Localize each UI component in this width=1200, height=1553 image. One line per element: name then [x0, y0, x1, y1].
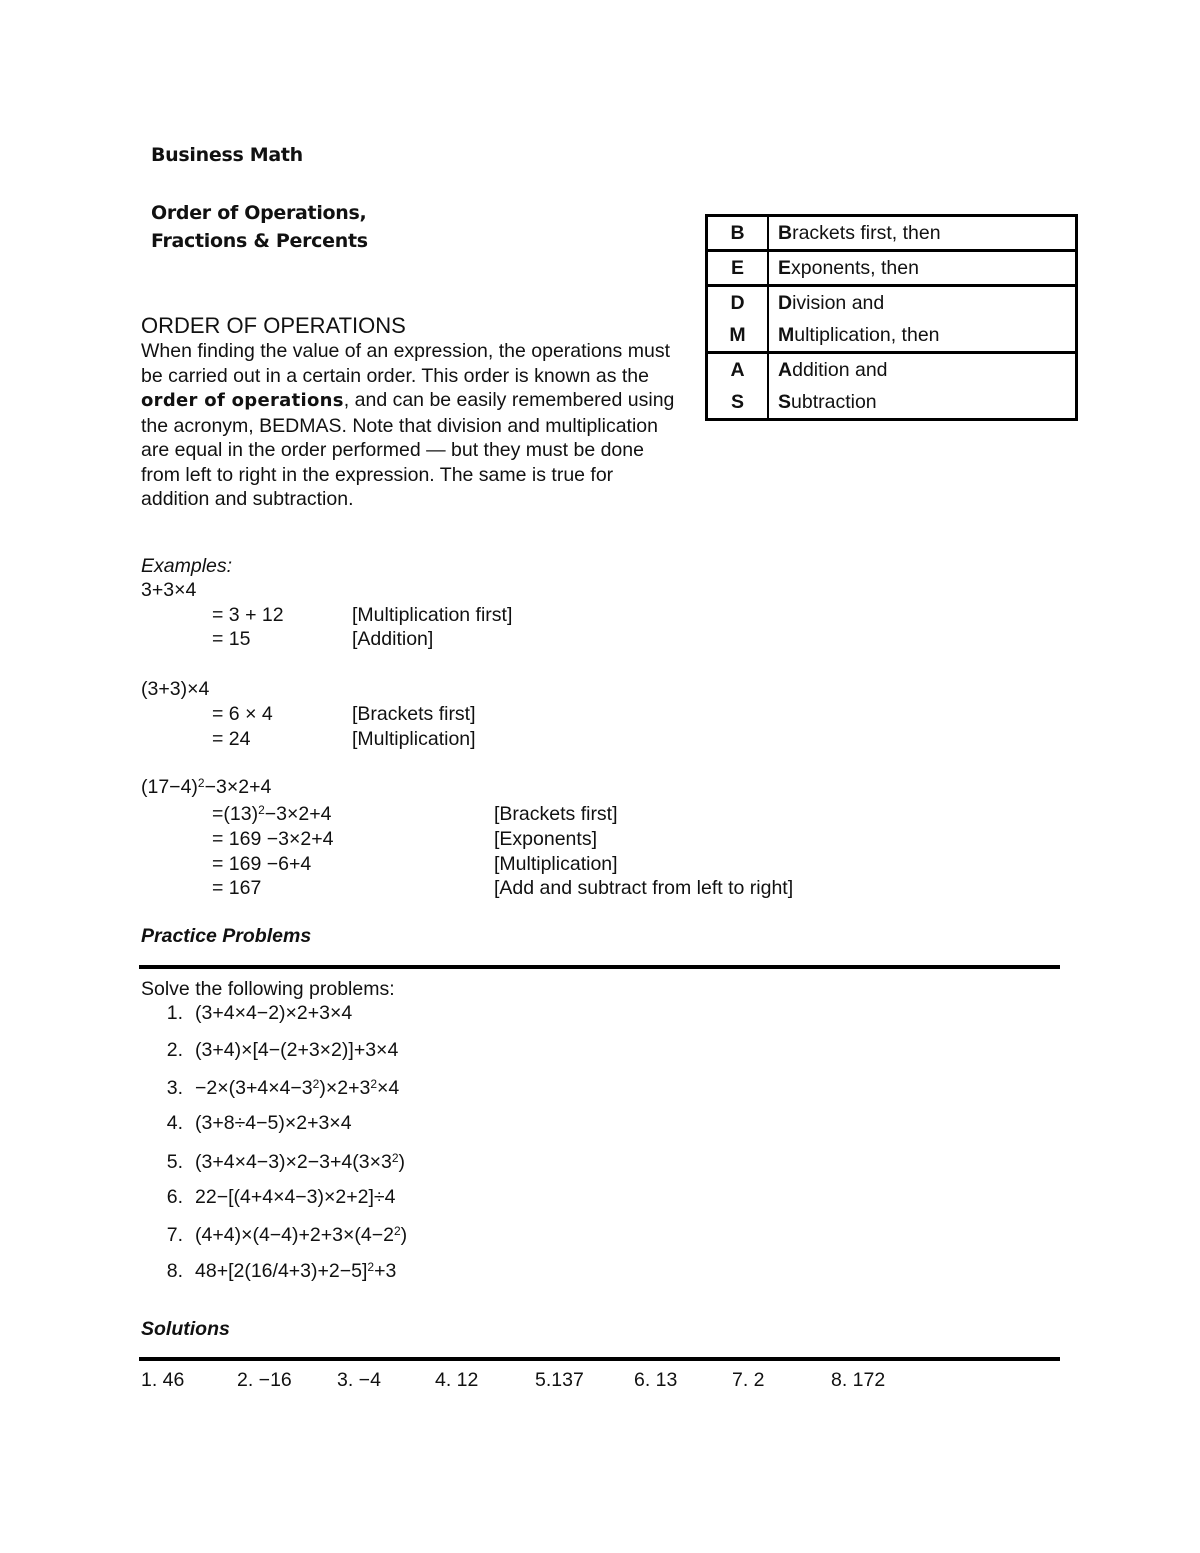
solution-item: 6. 13	[634, 1369, 678, 1391]
bedmas-letter: B	[707, 216, 769, 251]
bedmas-desc	[768, 286, 1077, 320]
bedmas-desc-rest: ddition and	[792, 358, 888, 381]
bedmas-row	[707, 286, 1077, 320]
divider-rule	[139, 1357, 1060, 1361]
problem-number: 4.	[166, 1112, 183, 1134]
bedmas-initial: E	[778, 256, 792, 279]
bedmas-row	[707, 319, 1077, 353]
expr-part: −3×2+4	[264, 803, 332, 825]
bedmas-row	[707, 251, 1077, 286]
expr-part: −2×(3+4×4−3	[195, 1077, 313, 1099]
practice-intro: Solve the following problems:	[141, 978, 395, 1000]
bedmas-letter: A	[707, 353, 769, 387]
bedmas-desc	[768, 386, 1077, 420]
exponent: 2	[367, 1260, 375, 1274]
example-2-expression: (3+3)×4	[141, 678, 210, 700]
expr-part: ×4	[377, 1077, 400, 1099]
example-3-step-note: [Brackets first]	[494, 803, 618, 825]
bedmas-initial: B	[778, 221, 793, 244]
example-1-step-eq: = 3 + 12	[212, 604, 284, 626]
problem-expression: (3+8÷4−5)×2+3×4	[195, 1112, 352, 1134]
exponent: 2	[197, 776, 205, 790]
example-3-step-eq: = 169 −6+4	[212, 853, 312, 875]
solution-item: 8. 172	[831, 1369, 886, 1391]
example-1-step-note: [Addition]	[352, 628, 434, 650]
problem-number: 6.	[166, 1186, 183, 1208]
bedmas-desc	[768, 251, 1077, 286]
solutions-title: Solutions	[141, 1318, 230, 1340]
exponent: 2	[391, 1151, 399, 1165]
example-2-step-note: [Multiplication]	[352, 728, 476, 750]
example-3-step-eq: = 167	[212, 877, 262, 899]
exponent: 2	[393, 1224, 401, 1238]
solution-item: 3. −4	[337, 1369, 381, 1391]
example-2-step-eq: = 24	[212, 728, 251, 750]
solution-item: 5.137	[535, 1369, 584, 1391]
bedmas-initial: M	[778, 323, 795, 346]
bedmas-letter: M	[707, 319, 769, 353]
exponent: 2	[312, 1077, 320, 1091]
practice-problem	[153, 1223, 407, 1247]
order-paragraph-bold: order of operations	[141, 390, 344, 411]
expr-part: (3+4×4−3)×2−3+4(3×3	[195, 1151, 392, 1173]
problem-expression: 22−[(4+4×4−3)×2+2]÷4	[195, 1186, 396, 1208]
practice-problem	[153, 1259, 396, 1283]
bedmas-initial: D	[778, 291, 793, 314]
expr-part: −3×2+4	[204, 776, 272, 798]
examples-label: Examples:	[141, 555, 233, 577]
example-2-step-eq: = 6 × 4	[212, 703, 273, 725]
expr-part: +3	[374, 1260, 397, 1282]
example-1-step-note: [Multiplication first]	[352, 604, 513, 626]
bedmas-desc	[768, 319, 1077, 353]
bedmas-table	[705, 214, 1078, 421]
problem-expression: (3+4)×[4−(2+3×2)]+3×4	[195, 1039, 399, 1061]
expr-part: )	[398, 1151, 405, 1173]
problem-number: 5.	[166, 1151, 183, 1173]
expr-part: )×2+3	[319, 1077, 371, 1099]
topic-line-1: Order of Operations,	[151, 202, 367, 224]
practice-problem	[153, 1185, 395, 1209]
practice-problem	[153, 1001, 352, 1025]
section-title-order: ORDER OF OPERATIONS	[141, 313, 406, 338]
practice-problem	[153, 1076, 399, 1100]
bedmas-letter: S	[707, 386, 769, 420]
bedmas-desc-rest: ivision and	[792, 291, 885, 314]
bedmas-desc	[768, 353, 1077, 387]
bedmas-initial: S	[778, 390, 792, 413]
bedmas-letter: D	[707, 286, 769, 320]
problem-number: 2.	[166, 1039, 183, 1061]
bedmas-desc	[768, 216, 1077, 251]
solution-item: 7. 2	[732, 1369, 765, 1391]
solution-item: 2. −16	[237, 1369, 292, 1391]
topic-line-2: Fractions & Percents	[151, 230, 368, 252]
expr-part: =(13)	[212, 803, 259, 825]
example-1-expression: 3+3×4	[141, 579, 197, 601]
problem-number: 7.	[166, 1224, 183, 1246]
exponent: 2	[258, 803, 265, 817]
problem-number: 3.	[166, 1077, 183, 1099]
expr-part: (17−4)	[141, 776, 198, 798]
practice-title: Practice Problems	[141, 925, 312, 947]
expr-part: 48+[2(16/4+3)+2−5]	[195, 1260, 368, 1282]
bedmas-row	[707, 353, 1077, 387]
example-3-step-note: [Multiplication]	[494, 853, 618, 875]
practice-problem	[153, 1038, 398, 1062]
order-paragraph-part-2: , and can be easily remembered using the acronym, BEDMAS. Note that division and multiplication are equal in the order performed — but they must be done from left to right in the expression. The same is true for addition and subtraction.	[141, 389, 675, 510]
exponent: 2	[370, 1077, 378, 1091]
order-paragraph-part-1: When finding the value of an expression, the operations must be carried out in a certain order. This order is known as the	[141, 340, 670, 387]
example-2-step-note: [Brackets first]	[352, 703, 476, 725]
expr-part: (4+4)×(4−4)+2+3×(4−2	[195, 1224, 394, 1246]
example-1-step-eq: = 15	[212, 628, 251, 650]
order-paragraph	[141, 339, 686, 512]
example-3-expression	[141, 775, 271, 799]
practice-problem	[153, 1150, 405, 1174]
bedmas-letter: E	[707, 251, 769, 286]
problem-number: 8.	[166, 1260, 183, 1282]
expr-part: )	[400, 1224, 408, 1246]
problem-number: 1.	[166, 1002, 183, 1024]
bedmas-desc-rest: ultiplication, then	[794, 323, 940, 346]
solution-item: 1. 46	[141, 1369, 185, 1391]
problem-expression: (3+4×4−2)×2+3×4	[195, 1002, 353, 1024]
example-3-step-eq	[212, 802, 331, 826]
bedmas-row	[707, 386, 1077, 420]
example-3-step-eq: = 169 −3×2+4	[212, 828, 334, 850]
example-3-step-note: [Add and subtract from left to right]	[494, 877, 794, 899]
bedmas-row	[707, 216, 1077, 251]
bedmas-desc-rest: rackets first, then	[792, 221, 941, 244]
divider-rule	[139, 965, 1060, 969]
bedmas-desc-rest: xponents, then	[791, 256, 919, 279]
course-title: Business Math	[151, 144, 303, 166]
example-3-step-note: [Exponents]	[494, 828, 597, 850]
solution-item: 4. 12	[435, 1369, 479, 1391]
practice-problem	[153, 1111, 352, 1135]
bedmas-desc-rest: ubtraction	[791, 390, 877, 413]
bedmas-initial: A	[778, 358, 793, 381]
